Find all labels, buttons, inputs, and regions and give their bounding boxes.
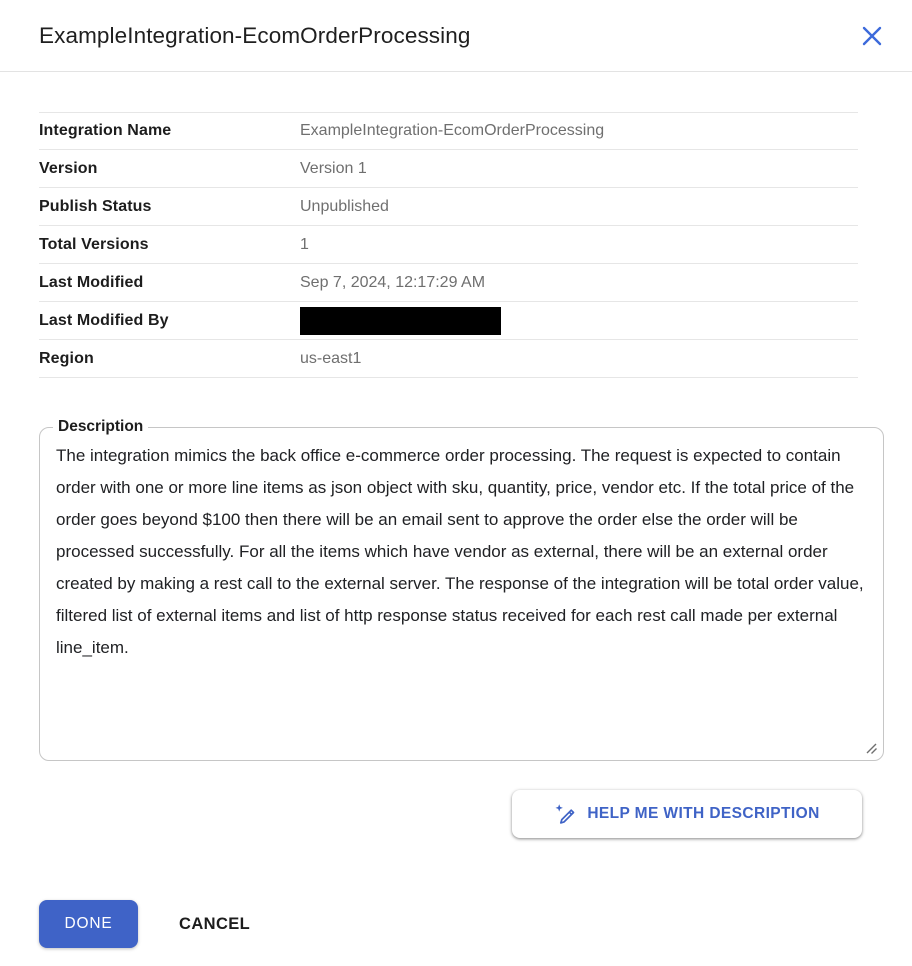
details-table [39,112,858,378]
table-row-last-modified [39,264,858,302]
field-value: Unpublished [300,197,389,215]
field-value: ExampleIntegration-EcomOrderProcessing [300,122,605,139]
redacted-value [300,307,501,335]
field-value: 1 [300,235,309,253]
actions-row [39,900,912,948]
description-label: Description [58,418,144,435]
table-row-last-modified-by [39,302,858,340]
field-label: Last Modified [39,273,144,291]
field-label: Region [39,349,94,367]
field-label: Total Versions [39,235,149,253]
resize-handle-icon[interactable] [864,741,878,755]
description-input[interactable] [44,440,879,736]
field-label: Version [39,159,98,177]
field-label: Integration Name [39,122,172,139]
table-row-version [39,150,858,188]
dialog-title: ExampleIntegration-EcomOrderProcessing [39,22,471,48]
table-row-publish-status [39,188,858,226]
table-row-integration-name [39,112,858,150]
field-value: us-east1 [300,349,362,367]
field-label: Last Modified By [39,311,169,329]
field-label: Publish Status [39,197,152,215]
help-button-label: HELP ME WITH DESCRIPTION [587,805,820,822]
description-fieldset [39,418,884,761]
help-me-with-description-button[interactable] [512,790,862,838]
table-row-region [39,340,858,378]
help-row [0,790,862,838]
dialog-header [0,0,912,72]
table-row-total-versions [39,226,858,264]
close-icon [859,23,885,49]
close-button[interactable] [856,20,888,52]
field-value: Sep 7, 2024, 12:17:29 AM [300,273,486,291]
field-value: Version 1 [300,159,367,177]
cancel-button[interactable]: CANCEL [179,914,251,933]
pen-spark-icon [554,803,576,825]
done-button[interactable]: DONE [39,900,138,948]
